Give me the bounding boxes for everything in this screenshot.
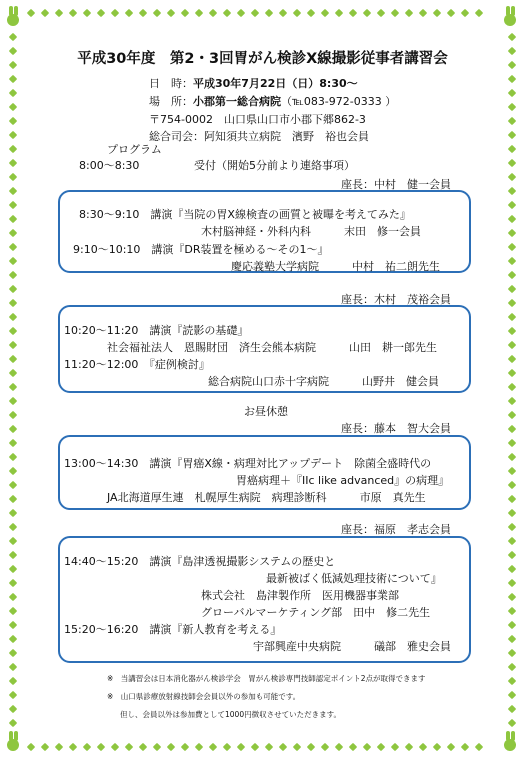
border-diamond: [508, 649, 516, 657]
session-chair: 座長：木村 茂裕会員: [341, 293, 451, 306]
session-line: 社会福祉法人 恩賜財団 済生会熊本病院 山田 耕一郎先生: [107, 341, 437, 354]
border-diamond: [508, 201, 516, 209]
session-line: JA北海道厚生連 札幌厚生病院 病理診断科 市原 真先生: [107, 491, 426, 504]
border-diamond: [508, 719, 516, 727]
border-diamond: [461, 9, 469, 17]
border-diamond: [508, 33, 516, 41]
border-diamond: [475, 743, 483, 751]
place-value: 小郡第一総合病院: [193, 95, 281, 108]
border-diamond: [9, 75, 17, 83]
border-diamond: [508, 341, 516, 349]
border-diamond: [9, 383, 17, 391]
border-diamond: [9, 523, 17, 531]
border-diamond: [508, 537, 516, 545]
place-row: [149, 93, 396, 109]
border-diamond: [9, 327, 17, 335]
session-chair: 座長：藤本 智大会員: [341, 422, 451, 435]
border-diamond: [508, 313, 516, 321]
border-diamond: [9, 299, 17, 307]
border-diamond: [181, 9, 189, 17]
border-diamond: [293, 743, 301, 751]
border-diamond: [41, 743, 49, 751]
border-diamond: [27, 743, 35, 751]
border-diamond: [9, 173, 17, 181]
border-diamond: [508, 145, 516, 153]
note: ※ 山口県診療放射線技師会会員以外の参加も可能です。: [107, 692, 301, 701]
session-line: 15:20〜16:20 講演『新人教育を考える』: [64, 623, 282, 636]
border-diamond: [265, 743, 273, 751]
border-diamond: [9, 579, 17, 587]
place-tel: （℡083-972-0333 ）: [281, 95, 397, 108]
border-diamond: [251, 9, 259, 17]
border-diamond: [9, 649, 17, 657]
border-diamond: [139, 9, 147, 17]
border-diamond: [508, 103, 516, 111]
rabbit-corner-icon: [503, 6, 517, 28]
border-diamond: [419, 9, 427, 17]
border-diamond: [209, 9, 217, 17]
moderator: 総合司会：阿知須共立病院 濱野 裕也会員: [149, 130, 369, 143]
border-diamond: [508, 509, 516, 517]
session-line: 総合病院山口赤十字病院 山野井 健会員: [208, 375, 439, 388]
border-diamond: [335, 743, 343, 751]
border-diamond: [279, 743, 287, 751]
note: ※ 当講習会は日本消化器がん検診学会 胃がん検診専門技師認定ポイント2点が取得できます: [107, 674, 426, 683]
border-diamond: [9, 397, 17, 405]
border-diamond: [9, 369, 17, 377]
address: 〒754-0002 山口県山口市小郡下郷862-3: [149, 113, 366, 126]
border-diamond: [508, 75, 516, 83]
border-diamond: [447, 743, 455, 751]
border-diamond: [9, 117, 17, 125]
border-diamond: [9, 257, 17, 265]
border-diamond: [508, 705, 516, 713]
border-diamond: [377, 743, 385, 751]
border-diamond: [293, 9, 301, 17]
border-diamond: [237, 743, 245, 751]
border-diamond: [508, 579, 516, 587]
border-diamond: [195, 743, 203, 751]
date-value: 平成30年7月22日（日）8:30〜: [193, 77, 358, 90]
border-diamond: [405, 743, 413, 751]
border-diamond: [508, 453, 516, 461]
border-diamond: [9, 341, 17, 349]
session-line: 11:20〜12:00 『症例検討』: [64, 358, 210, 371]
border-diamond: [125, 743, 133, 751]
border-diamond: [508, 551, 516, 559]
border-diamond: [55, 743, 63, 751]
border-diamond: [9, 131, 17, 139]
border-diamond: [508, 159, 516, 167]
border-diamond: [9, 285, 17, 293]
border-diamond: [181, 743, 189, 751]
session-line: グローバルマーケティング部 田中 修二先生: [201, 606, 431, 619]
border-diamond: [111, 9, 119, 17]
session-line: 10:20〜11:20 講演『読影の基礎』: [64, 324, 249, 337]
session-line: 胃癌病理＋『IIc like advanced』の病理』: [236, 474, 450, 487]
border-diamond: [9, 243, 17, 251]
border-diamond: [9, 201, 17, 209]
border-diamond: [391, 743, 399, 751]
border-diamond: [9, 215, 17, 223]
session-chair: 座長：福原 孝志会員: [341, 523, 451, 536]
border-diamond: [508, 187, 516, 195]
border-diamond: [153, 9, 161, 17]
border-diamond: [433, 743, 441, 751]
border-diamond: [419, 743, 427, 751]
border-diamond: [83, 9, 91, 17]
border-diamond: [9, 607, 17, 615]
border-diamond: [9, 103, 17, 111]
reception-text: 受付（開始5分前より連絡事項）: [194, 159, 355, 172]
border-diamond: [508, 411, 516, 419]
reception-time: 8:00〜8:30: [79, 159, 140, 172]
border-diamond: [9, 719, 17, 727]
border-diamond: [125, 9, 133, 17]
border-diamond: [349, 9, 357, 17]
border-diamond: [9, 551, 17, 559]
border-diamond: [97, 743, 105, 751]
date-label: 日 時：: [149, 77, 193, 90]
border-diamond: [265, 9, 273, 17]
border-diamond: [9, 495, 17, 503]
border-diamond: [508, 271, 516, 279]
border-diamond: [433, 9, 441, 17]
border-diamond: [508, 355, 516, 363]
lunch-break: お昼休憩: [244, 405, 288, 418]
border-diamond: [508, 691, 516, 699]
border-diamond: [508, 131, 516, 139]
border-diamond: [9, 705, 17, 713]
rabbit-corner-icon: [6, 6, 20, 28]
border-diamond: [508, 565, 516, 573]
border-diamond: [9, 677, 17, 685]
note: 但し、会員以外は参加費として1000円徴収させていただきます。: [120, 710, 341, 719]
session-line: 慶応義塾大学病院 中村 祐二朗先生: [231, 260, 440, 273]
border-diamond: [9, 159, 17, 167]
border-diamond: [9, 565, 17, 573]
border-diamond: [9, 271, 17, 279]
session-line: 木村脳神経・外科内科 末田 修一会員: [201, 225, 421, 238]
border-diamond: [307, 9, 315, 17]
border-diamond: [167, 743, 175, 751]
border-diamond: [508, 425, 516, 433]
border-diamond: [9, 187, 17, 195]
border-diamond: [508, 495, 516, 503]
border-diamond: [508, 117, 516, 125]
session-line: 株式会社 島津製作所 医用機器事業部: [201, 589, 399, 602]
border-diamond: [508, 215, 516, 223]
border-diamond: [139, 743, 147, 751]
border-diamond: [9, 663, 17, 671]
session-line: 9:10〜10:10 講演『DR装置を極める〜その1〜』: [73, 243, 329, 256]
border-diamond: [9, 509, 17, 517]
rabbit-corner-icon: [6, 731, 20, 753]
border-diamond: [83, 743, 91, 751]
border-diamond: [9, 453, 17, 461]
border-diamond: [363, 743, 371, 751]
border-diamond: [27, 9, 35, 17]
border-diamond: [251, 743, 259, 751]
session-line: 13:00〜14:30 講演『胃癌X線・病理対比アップデート 除菌全盛時代の: [64, 457, 432, 470]
border-diamond: [9, 425, 17, 433]
border-diamond: [508, 677, 516, 685]
border-diamond: [223, 9, 231, 17]
border-diamond: [9, 411, 17, 419]
border-diamond: [153, 743, 161, 751]
border-diamond: [508, 397, 516, 405]
border-diamond: [508, 229, 516, 237]
border-diamond: [9, 691, 17, 699]
border-diamond: [349, 743, 357, 751]
border-diamond: [9, 593, 17, 601]
border-diamond: [9, 537, 17, 545]
border-diamond: [405, 9, 413, 17]
border-diamond: [508, 327, 516, 335]
border-diamond: [461, 743, 469, 751]
border-diamond: [111, 743, 119, 751]
border-diamond: [508, 369, 516, 377]
border-diamond: [508, 467, 516, 475]
border-diamond: [508, 523, 516, 531]
border-diamond: [9, 355, 17, 363]
border-diamond: [9, 439, 17, 447]
border-diamond: [475, 9, 483, 17]
border-diamond: [508, 299, 516, 307]
session-line: 最新被ばく低減処理技術について』: [266, 572, 442, 585]
border-diamond: [167, 9, 175, 17]
border-diamond: [508, 635, 516, 643]
border-diamond: [279, 9, 287, 17]
session-line: 8:30〜9:10 講演『当院の胃X線検査の画質と被曝を考えてみた』: [79, 208, 411, 221]
session-chair: 座長：中村 健一会員: [341, 178, 451, 191]
place-label: 場 所：: [149, 95, 193, 108]
border-diamond: [321, 9, 329, 17]
border-diamond: [447, 9, 455, 17]
border-diamond: [508, 439, 516, 447]
border-diamond: [9, 635, 17, 643]
border-diamond: [363, 9, 371, 17]
border-diamond: [508, 243, 516, 251]
border-diamond: [508, 89, 516, 97]
border-diamond: [41, 9, 49, 17]
border-diamond: [9, 467, 17, 475]
border-diamond: [508, 285, 516, 293]
border-diamond: [9, 481, 17, 489]
border-diamond: [69, 743, 77, 751]
border-diamond: [508, 481, 516, 489]
border-diamond: [508, 593, 516, 601]
border-diamond: [9, 145, 17, 153]
border-diamond: [55, 9, 63, 17]
border-diamond: [209, 743, 217, 751]
border-diamond: [9, 621, 17, 629]
border-diamond: [377, 9, 385, 17]
border-diamond: [321, 743, 329, 751]
border-diamond: [9, 313, 17, 321]
border-diamond: [307, 743, 315, 751]
border-diamond: [9, 229, 17, 237]
border-diamond: [69, 9, 77, 17]
page-title: 平成30年度 第2・3回胃がん検診X線撮影従事者講習会: [77, 51, 448, 67]
border-diamond: [508, 621, 516, 629]
border-diamond: [508, 173, 516, 181]
border-diamond: [9, 33, 17, 41]
border-diamond: [508, 663, 516, 671]
border-diamond: [223, 743, 231, 751]
program-heading: プログラム: [107, 143, 162, 156]
date-row: [149, 75, 358, 91]
border-diamond: [508, 257, 516, 265]
border-diamond: [335, 9, 343, 17]
rabbit-corner-icon: [503, 731, 517, 753]
session-line: 宇部興産中央病院 礒部 雅史会員: [253, 640, 451, 653]
border-diamond: [97, 9, 105, 17]
border-diamond: [9, 89, 17, 97]
border-diamond: [508, 607, 516, 615]
border-diamond: [237, 9, 245, 17]
border-diamond: [508, 383, 516, 391]
session-line: 14:40〜15:20 講演『島津透視撮影システムの歴史と: [64, 555, 336, 568]
border-diamond: [195, 9, 203, 17]
border-diamond: [391, 9, 399, 17]
